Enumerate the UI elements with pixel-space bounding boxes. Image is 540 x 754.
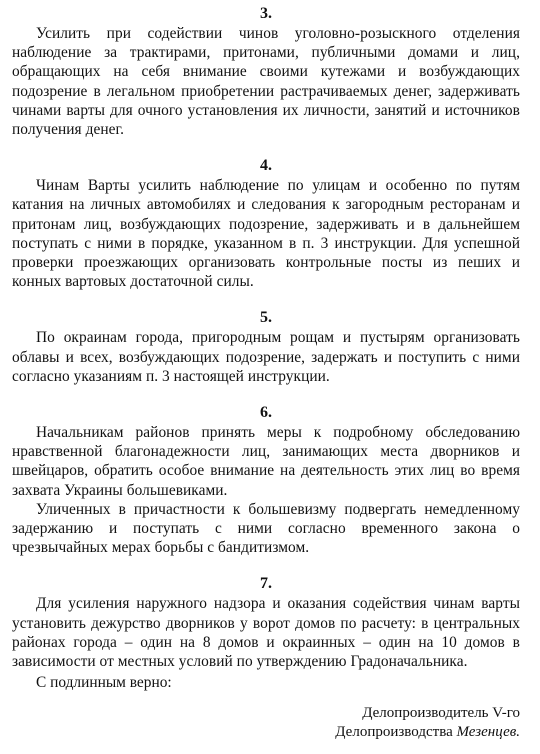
section-4 xyxy=(12,156,520,291)
signature-block xyxy=(12,704,520,741)
signature-name: Мезенцев. xyxy=(456,723,520,740)
section-number: 6. xyxy=(260,404,272,422)
section-6 xyxy=(12,403,520,557)
signature-title: Делопроизводитель V-го xyxy=(362,705,520,722)
section-3 xyxy=(12,4,520,139)
section-number: 7. xyxy=(260,575,272,593)
section-paragraph: Начальникам районов принять меры к подробному обследованию нравственной благонадежности лиц, занимающих места дворников и швейцаров, обратить особое внимание на деятельность этих лиц во время захвата Украины большевиками. xyxy=(12,424,520,499)
section-paragraph: По окраинам города, пригородным рощам и пустырям организовать облавы и всех, возбуждающих подозрение, задержать и поступить с ними согласно указаниям п. 3 настоящей инструкции. xyxy=(12,329,520,385)
signature-department xyxy=(12,723,520,742)
section-5 xyxy=(12,308,520,386)
section-number: 5. xyxy=(260,309,272,327)
section-number: 3. xyxy=(260,5,272,22)
signature-department-label: Делопроизводства xyxy=(335,723,457,740)
section-paragraph: Чинам Варты усилить наблюдение по улицам и особенно по путям катания на личных автомобилях и следования к загородным ресторанам и притонам лиц, возбуждающих подозрение, задерживать и в дальнейшем поступать с ними в порядке, указанном в п. 3 инструкции. Для успешной проверки проезжающих организовать контрольные посты из пеших и конных вартовых достаточной силы. xyxy=(12,177,520,291)
signoff-line: С подлинным верно: xyxy=(36,674,172,692)
section-paragraph: Усилить при содействии чинов уголовно-розыскного отделения наблюдение за трактирами, притонами, публичными домами и лиц, обращающих на себя внимание своими кутежами и возбуждающих подозрение в легальном приобретении растрачиваемых денег, задерживать чинами варты для очного установления их личности, занятий и источников получения денег. xyxy=(12,25,520,139)
document-page xyxy=(12,4,520,741)
section-7 xyxy=(12,574,520,671)
section-paragraph: Уличенных в причастности к большевизму подвергать немедленному задержанию и поступать с ними согласно временного закона о чрезвычайных мерах борьбы с бандитизмом. xyxy=(12,500,520,557)
section-number: 4. xyxy=(260,157,272,175)
section-paragraph: Для усиления наружного надзора и оказания содействия чинам варты установить дежурство дворников у ворот домов по расчету: в центральных районах города – один на 8 домов и окраинных – один на 10 домов в зависимости от местных условий по утверждению Градоначальника. xyxy=(12,595,520,671)
